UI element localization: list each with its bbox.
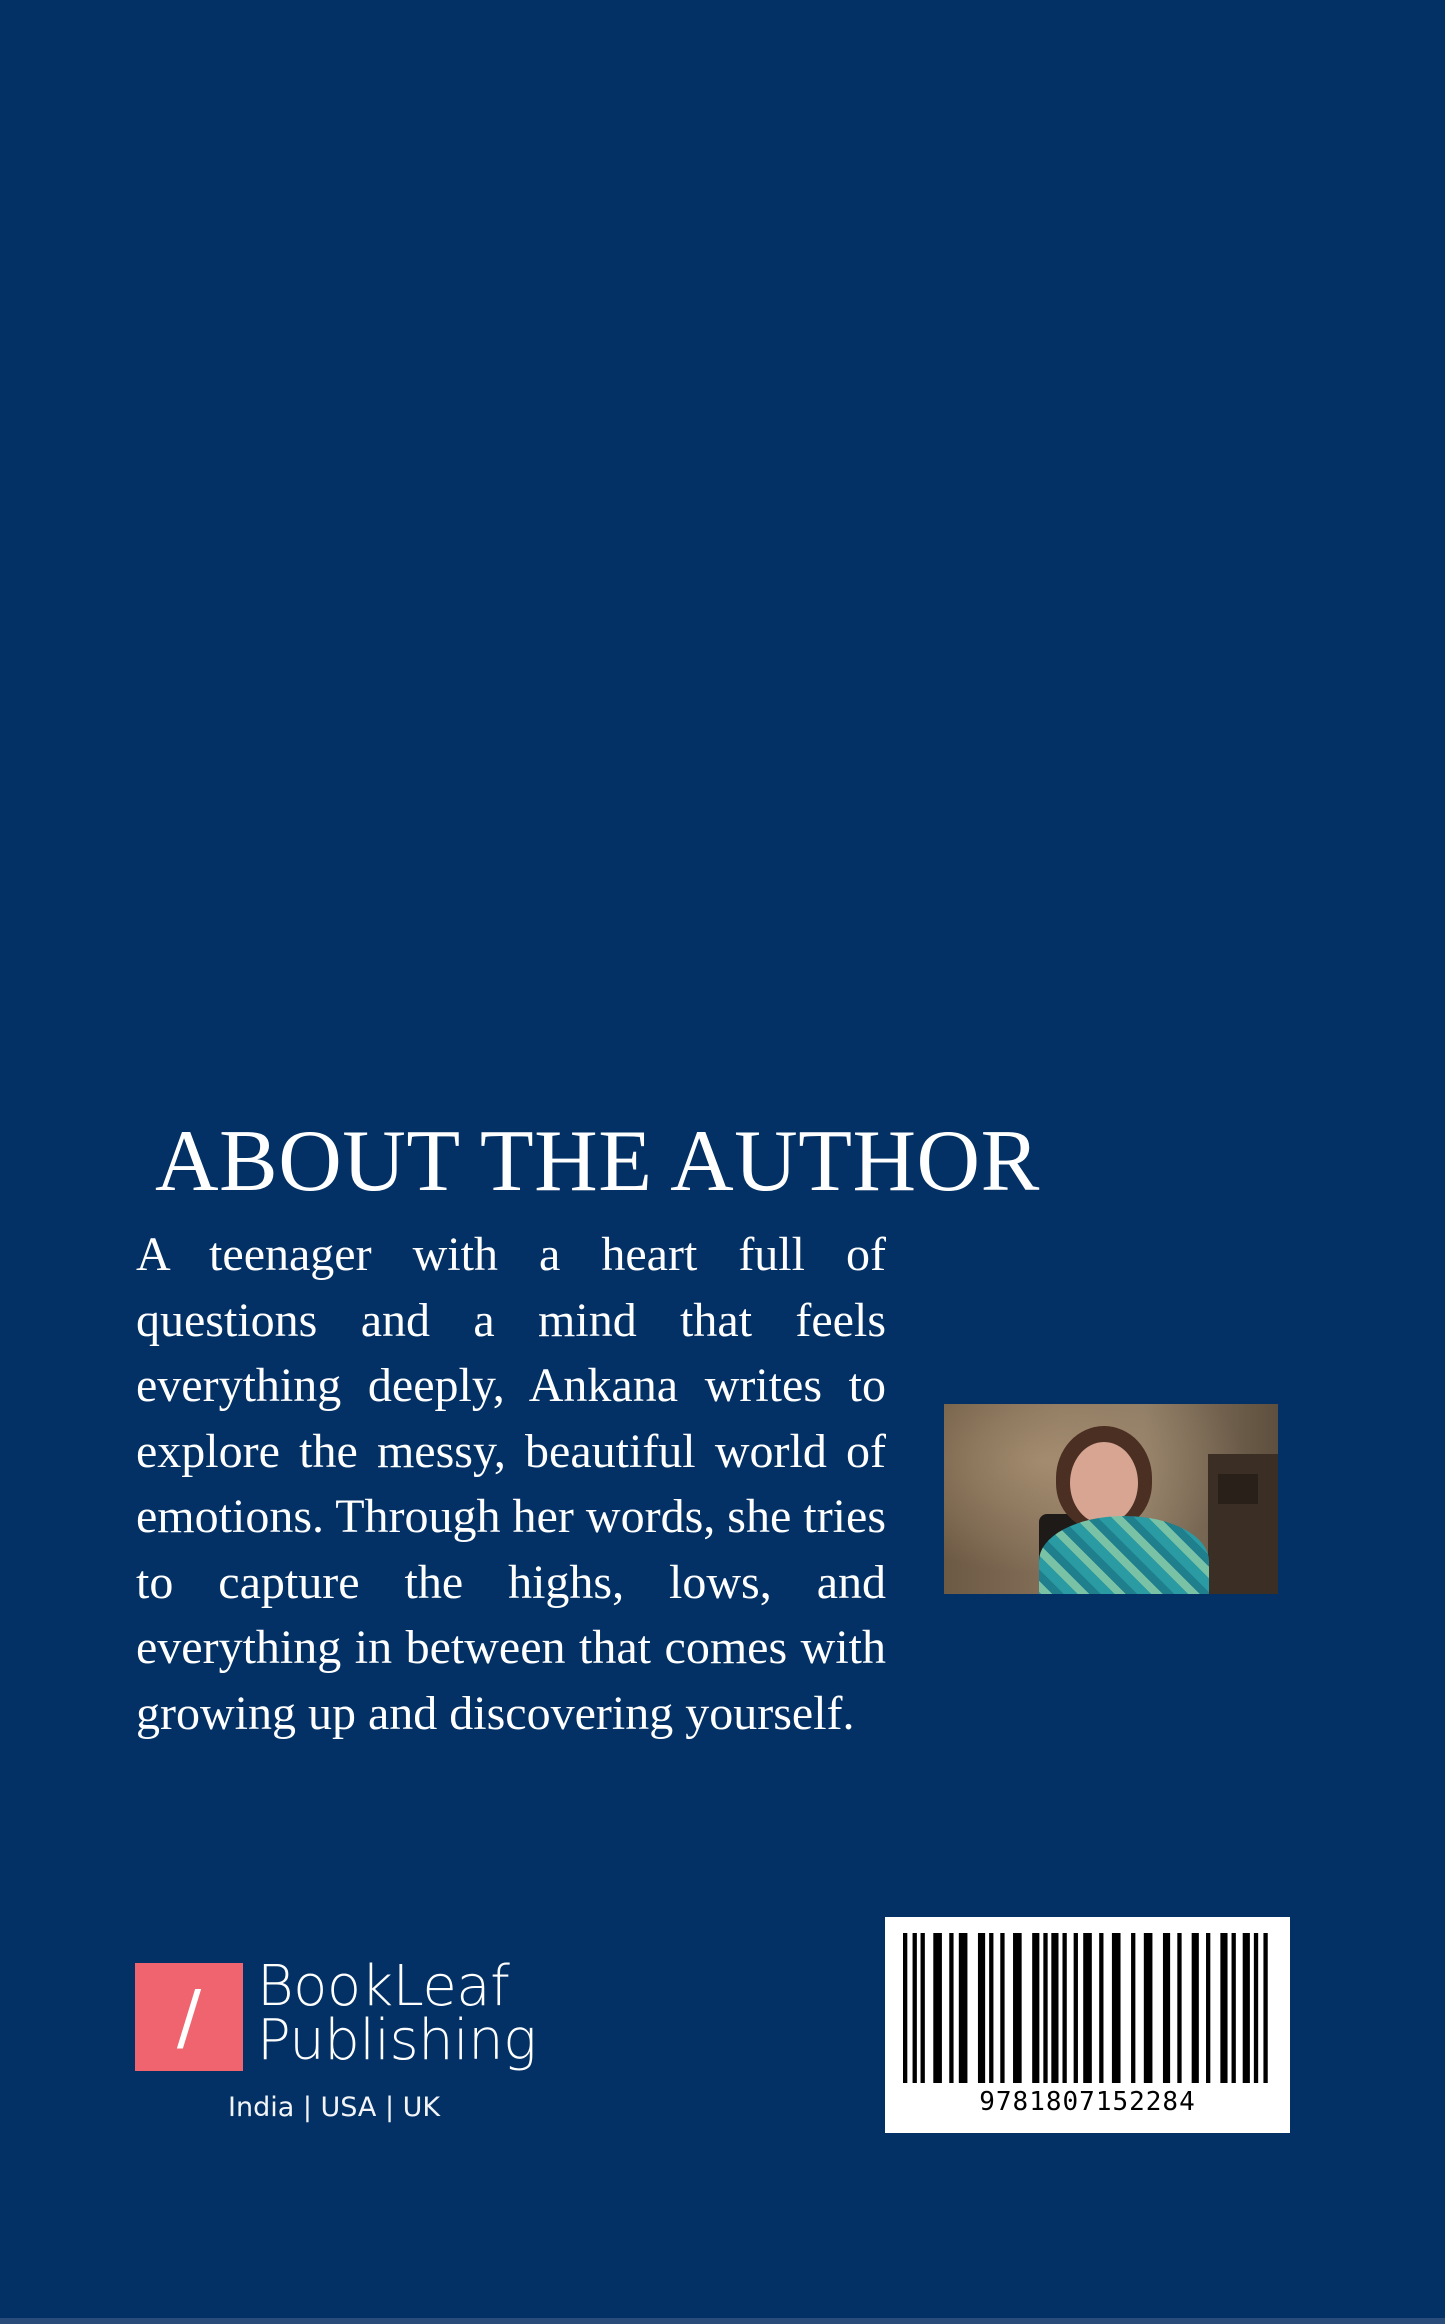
barcode-bar	[978, 1933, 985, 2083]
barcode-bar	[1131, 1933, 1135, 2083]
barcode-bar	[949, 1933, 953, 2083]
photo-shelf-detail	[1218, 1474, 1258, 1504]
barcode-bar	[989, 1933, 993, 2083]
barcode-bar	[1144, 1933, 1153, 2083]
publisher-regions: India | USA | UK	[228, 2092, 441, 2123]
barcode-bar	[1206, 1933, 1210, 2083]
about-author-heading: ABOUT THE AUTHOR	[155, 1113, 1040, 1210]
barcode-bar	[1192, 1933, 1199, 2083]
barcode-bar	[959, 1933, 968, 2083]
barcode-bar	[1051, 1933, 1058, 2083]
barcode-bar	[1032, 1933, 1039, 2083]
publisher-logo	[135, 1954, 537, 2093]
barcode-bars-icon	[903, 1933, 1273, 2083]
cover-bottom-edge	[0, 2318, 1445, 2324]
barcode-bar	[1254, 1933, 1258, 2083]
barcode-bar	[1000, 1933, 1004, 2083]
barcode-bar	[1062, 1933, 1066, 2083]
barcode-bar	[1163, 1933, 1170, 2083]
isbn-barcode	[885, 1917, 1290, 2133]
isbn-number: 9781807152284	[979, 2087, 1196, 2117]
barcode-bar	[1013, 1933, 1022, 2083]
barcode-bar	[1220, 1933, 1227, 2083]
barcode-bar	[1243, 1933, 1250, 2083]
barcode-bar	[1099, 1933, 1103, 2083]
barcode-bar	[1074, 1933, 1078, 2083]
barcode-bar	[913, 1933, 917, 2083]
publisher-name-line2: Publishing	[257, 2008, 537, 2073]
photo-face	[1070, 1442, 1138, 1524]
author-photo	[944, 1404, 1278, 1594]
author-bio: A teenager with a heart full of questions and a mind that feels everything deeply, Ankana writes to explore the messy, beautiful world of emotions. Through her words, she tries to capture the highs, lows, and everything in between that comes with growing up and discovering yourself.	[136, 1228, 886, 1740]
barcode-bar	[1083, 1933, 1092, 2083]
publisher-name-line1: BookLeaf	[257, 1954, 510, 2019]
barcode-bar	[1263, 1933, 1267, 2083]
barcode-bar	[1112, 1933, 1121, 2083]
logo-slash-icon: /	[176, 1975, 202, 2059]
barcode-bar	[1177, 1933, 1181, 2083]
barcode-bar	[921, 1933, 925, 2083]
barcode-bar	[1043, 1933, 1047, 2083]
barcode-bar	[903, 1933, 907, 2083]
barcode-bar	[933, 1933, 942, 2083]
barcode-bar	[1232, 1933, 1236, 2083]
